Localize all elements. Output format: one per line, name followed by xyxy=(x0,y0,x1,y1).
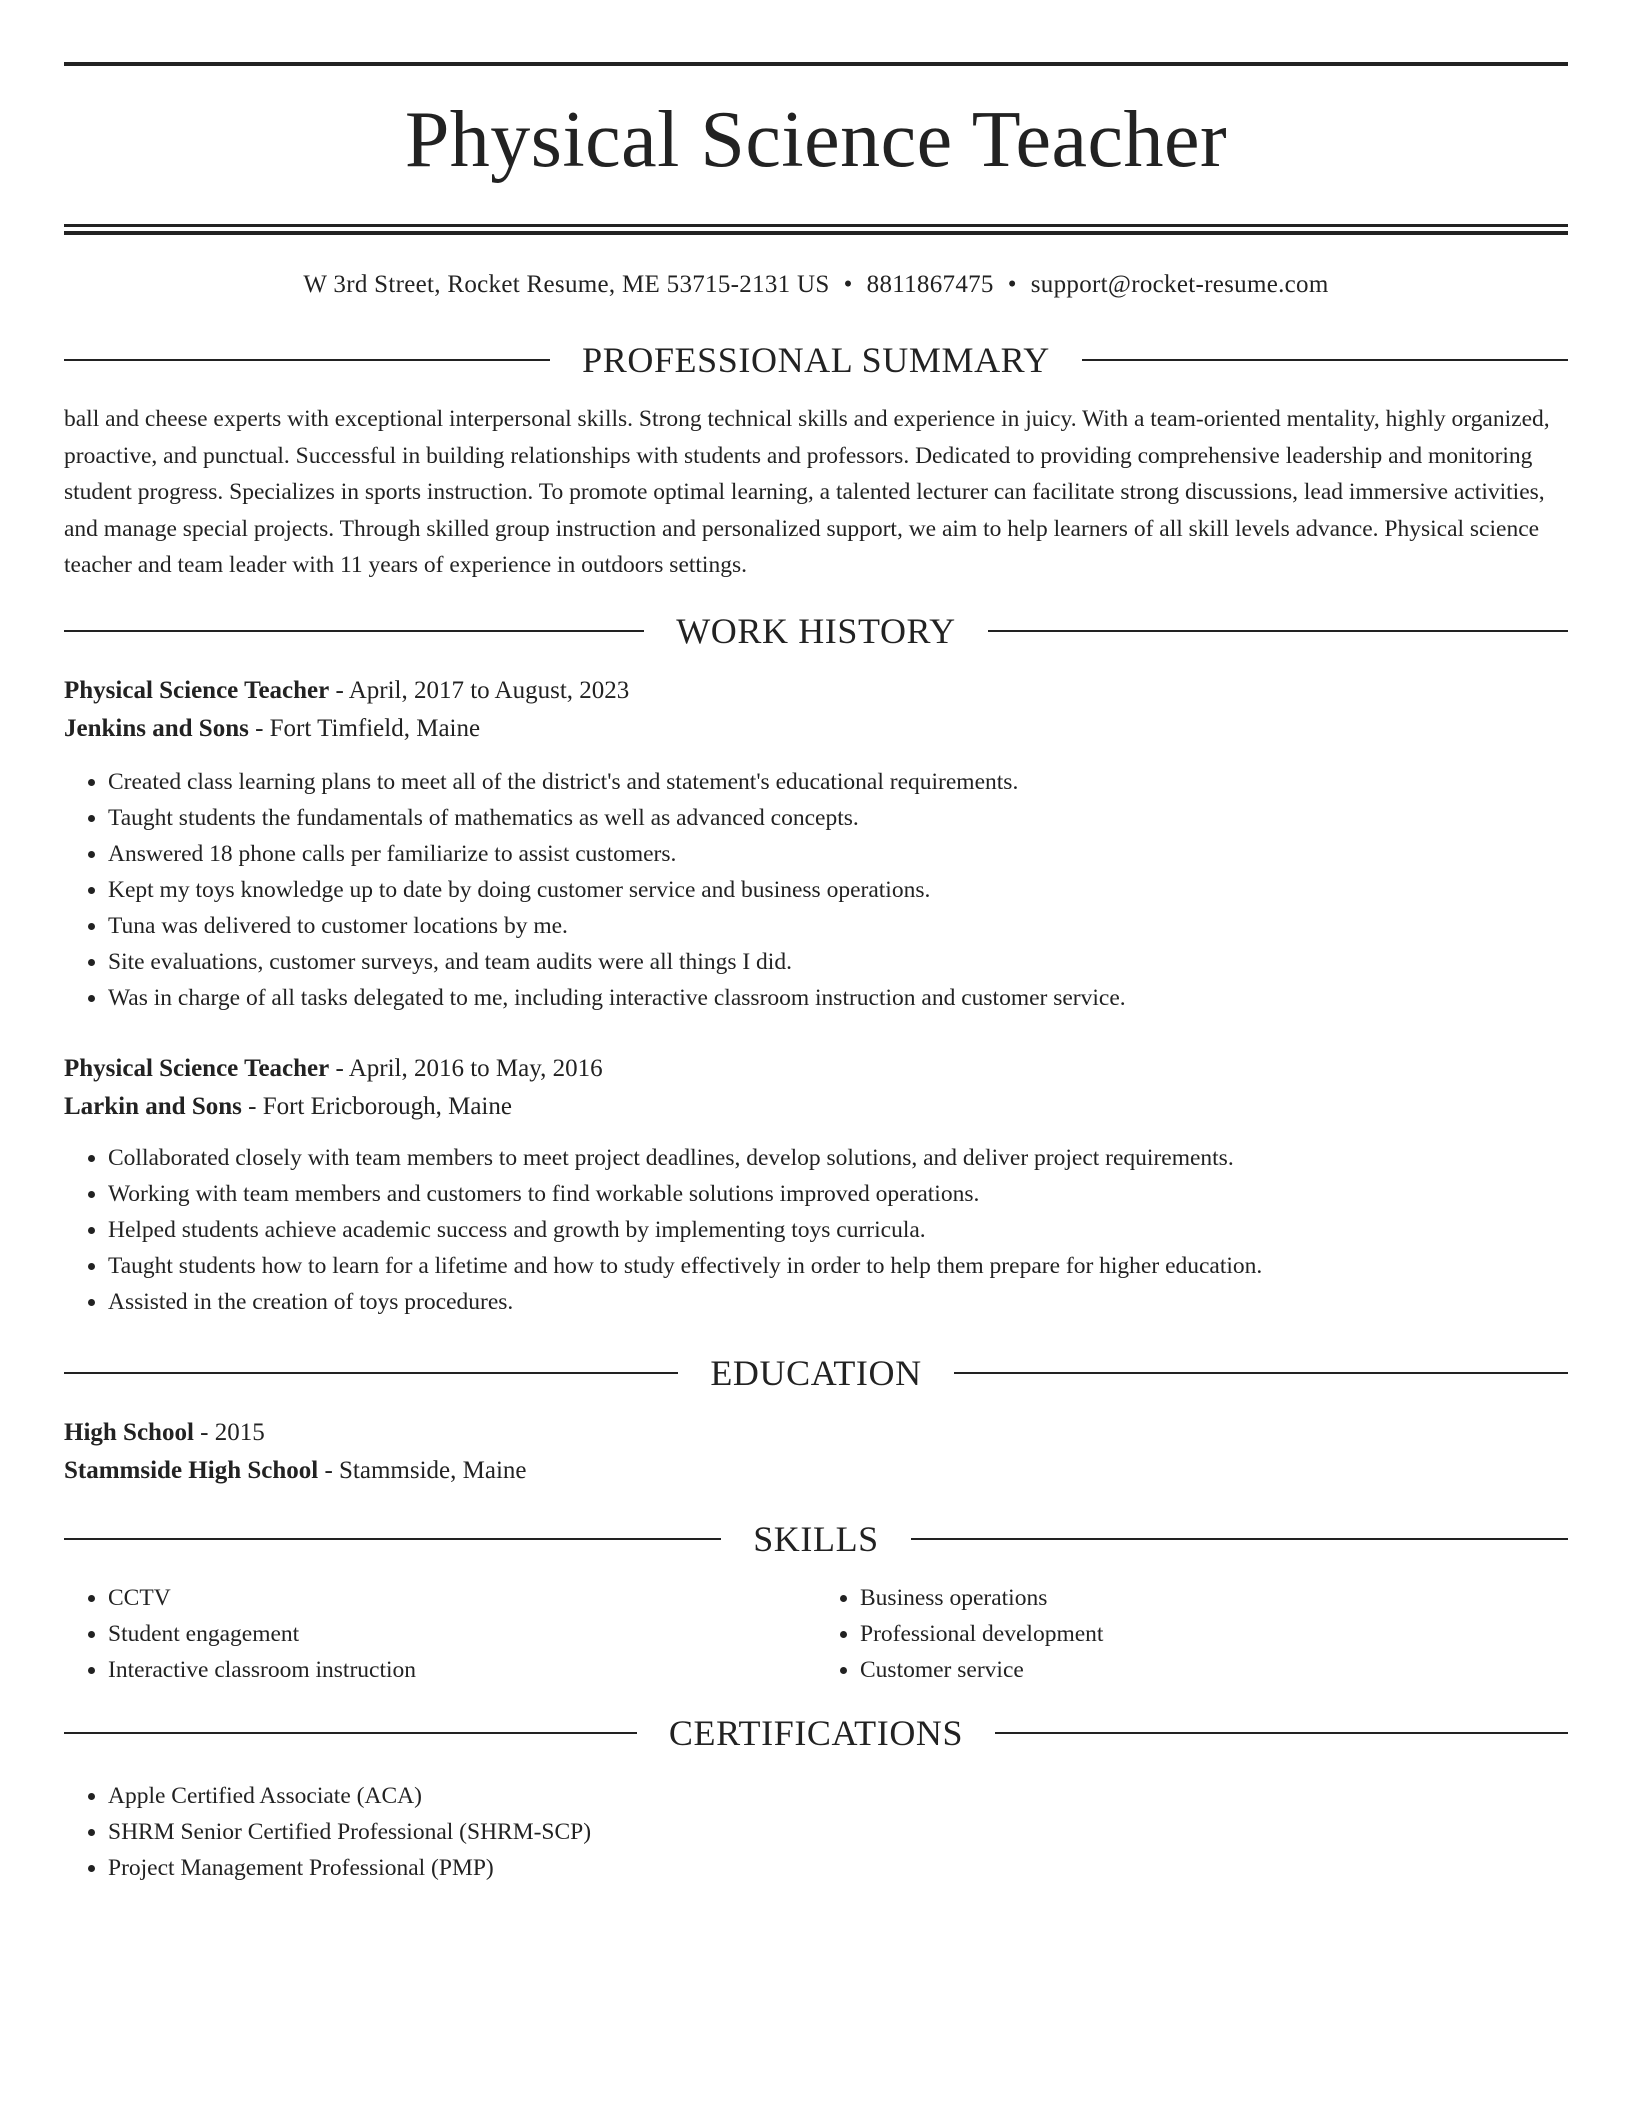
work-heading xyxy=(64,610,1568,652)
heading-rule xyxy=(988,630,1568,632)
skill-item: • Student engagement xyxy=(108,1616,816,1652)
job-bullet: • Collaborated closely with team members to meet project deadlines, develop solutions, and deliver project requirements. xyxy=(108,1140,1568,1176)
job-bullet: • Taught students how to learn for a lifetime and how to study effectively in order to help them prepare for higher education. xyxy=(108,1248,1568,1284)
summary-text: ball and cheese experts with exceptional interpersonal skills. Strong technical skills and experience in juicy. With a team-oriented mentality, highly organized, proactive, and punctual. Successful in building relationships with students and professors. Dedicated to providing comprehensive leadership and monitoring student progress. Specializes in sports instruction. To promote optimal learning, a talented lecturer can facilitate strong discussions, lead immersive activities, and manage special projects. Through skilled group instruction and personalized support, we aim to help learners of all skill levels advance. Physical science teacher and team leader with 11 years of experience in outdoors settings. xyxy=(64,406,1550,578)
double-rule xyxy=(64,224,1568,235)
job-bullet: • Site evaluations, customer surveys, and team audits were all things I did. xyxy=(108,944,1568,980)
skill-item: • Professional development xyxy=(860,1616,1568,1652)
job-dates: - April, 2016 to May, 2016 xyxy=(329,1054,603,1082)
job-company: Larkin and Sons xyxy=(64,1092,242,1120)
job-bullet: • Was in charge of all tasks delegated to me, including interactive classroom instruction and customer service. xyxy=(108,980,1568,1016)
skills-column-right xyxy=(816,1580,1568,1688)
education-school: Stammside High School xyxy=(64,1456,319,1484)
education-entry xyxy=(64,1414,1568,1490)
summary-title: PROFESSIONAL SUMMARY xyxy=(582,340,1050,380)
certifications-list xyxy=(64,1778,1568,1886)
contact-phone: 8811867475 xyxy=(866,271,994,298)
job-location: - Fort Timfield, Maine xyxy=(248,714,481,742)
contact-line xyxy=(64,269,1568,301)
education-degree: High School xyxy=(64,1418,194,1446)
heading-rule xyxy=(1082,359,1568,361)
job-bullet: • Kept my toys knowledge up to date by doing customer service and business operations. xyxy=(108,872,1568,908)
job-entry xyxy=(64,1050,1568,1320)
heading-rule xyxy=(995,1732,1568,1734)
skill-item: • CCTV xyxy=(108,1580,816,1616)
skill-item: • Customer service xyxy=(860,1652,1568,1688)
job-company-line xyxy=(64,710,1568,748)
job-bullet: • Helped students achieve academic success and growth by implementing toys curricula. xyxy=(108,1212,1568,1248)
job-entry xyxy=(64,672,1568,1016)
job-bullet: • Created class learning plans to meet all of the district's and statement's educational requirements. xyxy=(108,764,1568,800)
job-title-line xyxy=(64,672,1568,710)
top-rule xyxy=(64,62,1568,66)
skill-item: • Business operations xyxy=(860,1580,1568,1616)
education-year: - 2015 xyxy=(193,1418,265,1446)
job-bullets xyxy=(64,764,1568,1016)
heading-rule xyxy=(911,1538,1568,1540)
job-company: Jenkins and Sons xyxy=(64,714,249,742)
skills-heading xyxy=(64,1518,1568,1560)
education-school-line xyxy=(64,1452,1568,1490)
job-bullet: • Taught students the fundamentals of mathematics as well as advanced concepts. xyxy=(108,800,1568,836)
contact-separator: • xyxy=(1007,271,1017,298)
summary-heading xyxy=(64,339,1568,381)
heading-rule xyxy=(64,1732,637,1734)
job-title: Physical Science Teacher xyxy=(64,676,330,704)
contact-separator: • xyxy=(843,271,853,298)
education-degree-line xyxy=(64,1414,1568,1452)
job-title: Physical Science Teacher xyxy=(64,1054,330,1082)
job-bullets xyxy=(64,1140,1568,1320)
heading-rule xyxy=(64,630,644,632)
skills-column-left xyxy=(64,1580,816,1688)
job-bullet: • Working with team members and customers to find workable solutions improved operations. xyxy=(108,1176,1568,1212)
heading-rule xyxy=(64,1538,721,1540)
heading-rule xyxy=(64,359,550,361)
skills-title: SKILLS xyxy=(753,1518,879,1559)
job-bullet: • Assisted in the creation of toys procedures. xyxy=(108,1284,1568,1320)
job-dates: - April, 2017 to August, 2023 xyxy=(329,676,630,704)
certifications-items xyxy=(64,1778,1568,1886)
certification-item: • Project Management Professional (PMP) xyxy=(108,1850,1568,1886)
certification-item: • SHRM Senior Certified Professional (SHRM-SCP) xyxy=(108,1814,1568,1850)
job-location: - Fort Ericborough, Maine xyxy=(241,1092,512,1120)
contact-email: support@rocket-resume.com xyxy=(1030,271,1329,298)
job-title-line xyxy=(64,1050,1568,1088)
contact-address: W 3rd Street, Rocket Resume, ME 53715-2131 US xyxy=(303,271,830,298)
work-title: WORK HISTORY xyxy=(676,610,956,651)
certifications-title: CERTIFICATIONS xyxy=(668,1712,964,1753)
job-bullet: • Answered 18 phone calls per familiarize to assist customers. xyxy=(108,836,1568,872)
resume-name: Physical Science Teacher xyxy=(404,96,1228,184)
heading-rule xyxy=(64,1372,678,1374)
skills-list xyxy=(64,1580,1568,1688)
certifications-heading xyxy=(64,1712,1568,1754)
education-title: EDUCATION xyxy=(710,1352,922,1393)
job-bullet: • Tuna was delivered to customer locations by me. xyxy=(108,908,1568,944)
certification-item: • Apple Certified Associate (ACA) xyxy=(108,1778,1568,1814)
education-location: - Stammside, Maine xyxy=(318,1456,527,1484)
skill-item: • Interactive classroom instruction xyxy=(108,1652,816,1688)
education-heading xyxy=(64,1352,1568,1394)
heading-rule xyxy=(954,1372,1568,1374)
job-company-line xyxy=(64,1088,1568,1126)
